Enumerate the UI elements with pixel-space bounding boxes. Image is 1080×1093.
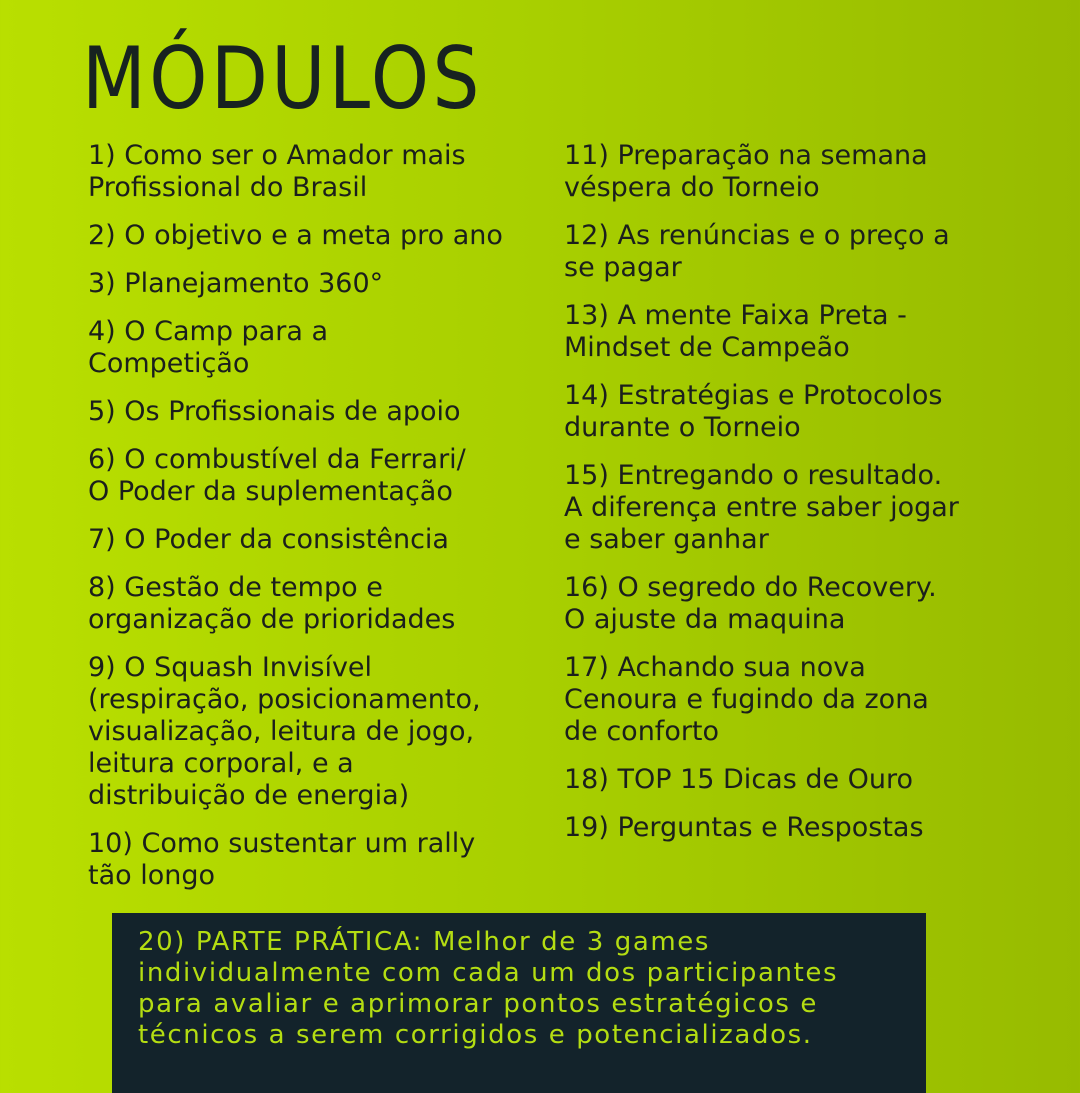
list-item: 19) Perguntas e Respostas (564, 812, 924, 843)
list-item: 3) Planejamento 360° (88, 268, 384, 299)
list-item: 11) Preparação na semana véspera do Torneio (564, 140, 928, 203)
list-item: 16) O segredo do Recovery. O ajuste da maquina (564, 572, 937, 635)
list-item: 2) O objetivo e a meta pro ano (88, 220, 503, 251)
list-item: 18) TOP 15 Dicas de Ouro (564, 764, 914, 795)
list-item: 13) A mente Faixa Preta - Mindset de Campeão (564, 300, 907, 363)
practice-box (112, 913, 926, 1093)
list-item: 12) As renúncias e o preço a se pagar (564, 220, 950, 283)
modules-list-left (88, 140, 533, 908)
list-item: 4) O Camp para a Competição (88, 316, 329, 379)
list-item: 15) Entregando o resultado. A diferença entre saber jogar e saber ganhar (564, 460, 959, 555)
list-item: 8) Gestão de tempo e organização de prioridades (88, 572, 456, 635)
page-title: MÓDULOS (82, 29, 483, 129)
list-item: 14) Estratégias e Protocolos durante o Torneio (564, 380, 943, 443)
list-item: 17) Achando sua nova Cenoura e fugindo da zona de conforto (564, 652, 929, 747)
practice-text: 20) PARTE PRÁTICA: Melhor de 3 games individualmente com cada um dos participantes para avaliar e aprimorar pontos estratégicos e técnicos a serem corrigidos e potencializados. (138, 927, 839, 1050)
list-item: 6) O combustível da Ferrari/ O Poder da suplementação (88, 444, 466, 507)
list-item: 7) O Poder da consistência (88, 524, 449, 555)
modules-list-right (564, 140, 1009, 860)
list-item: 5) Os Profissionais de apoio (88, 396, 461, 427)
list-item: 9) O Squash Invisível (respiração, posicionamento, visualização, leitura de jogo, leitura corporal, e a distribuição de energia) (88, 652, 481, 811)
list-item: 10) Como sustentar um rally tão longo (88, 828, 476, 891)
list-item: 1) Como ser o Amador mais Profissional do Brasil (88, 140, 466, 203)
